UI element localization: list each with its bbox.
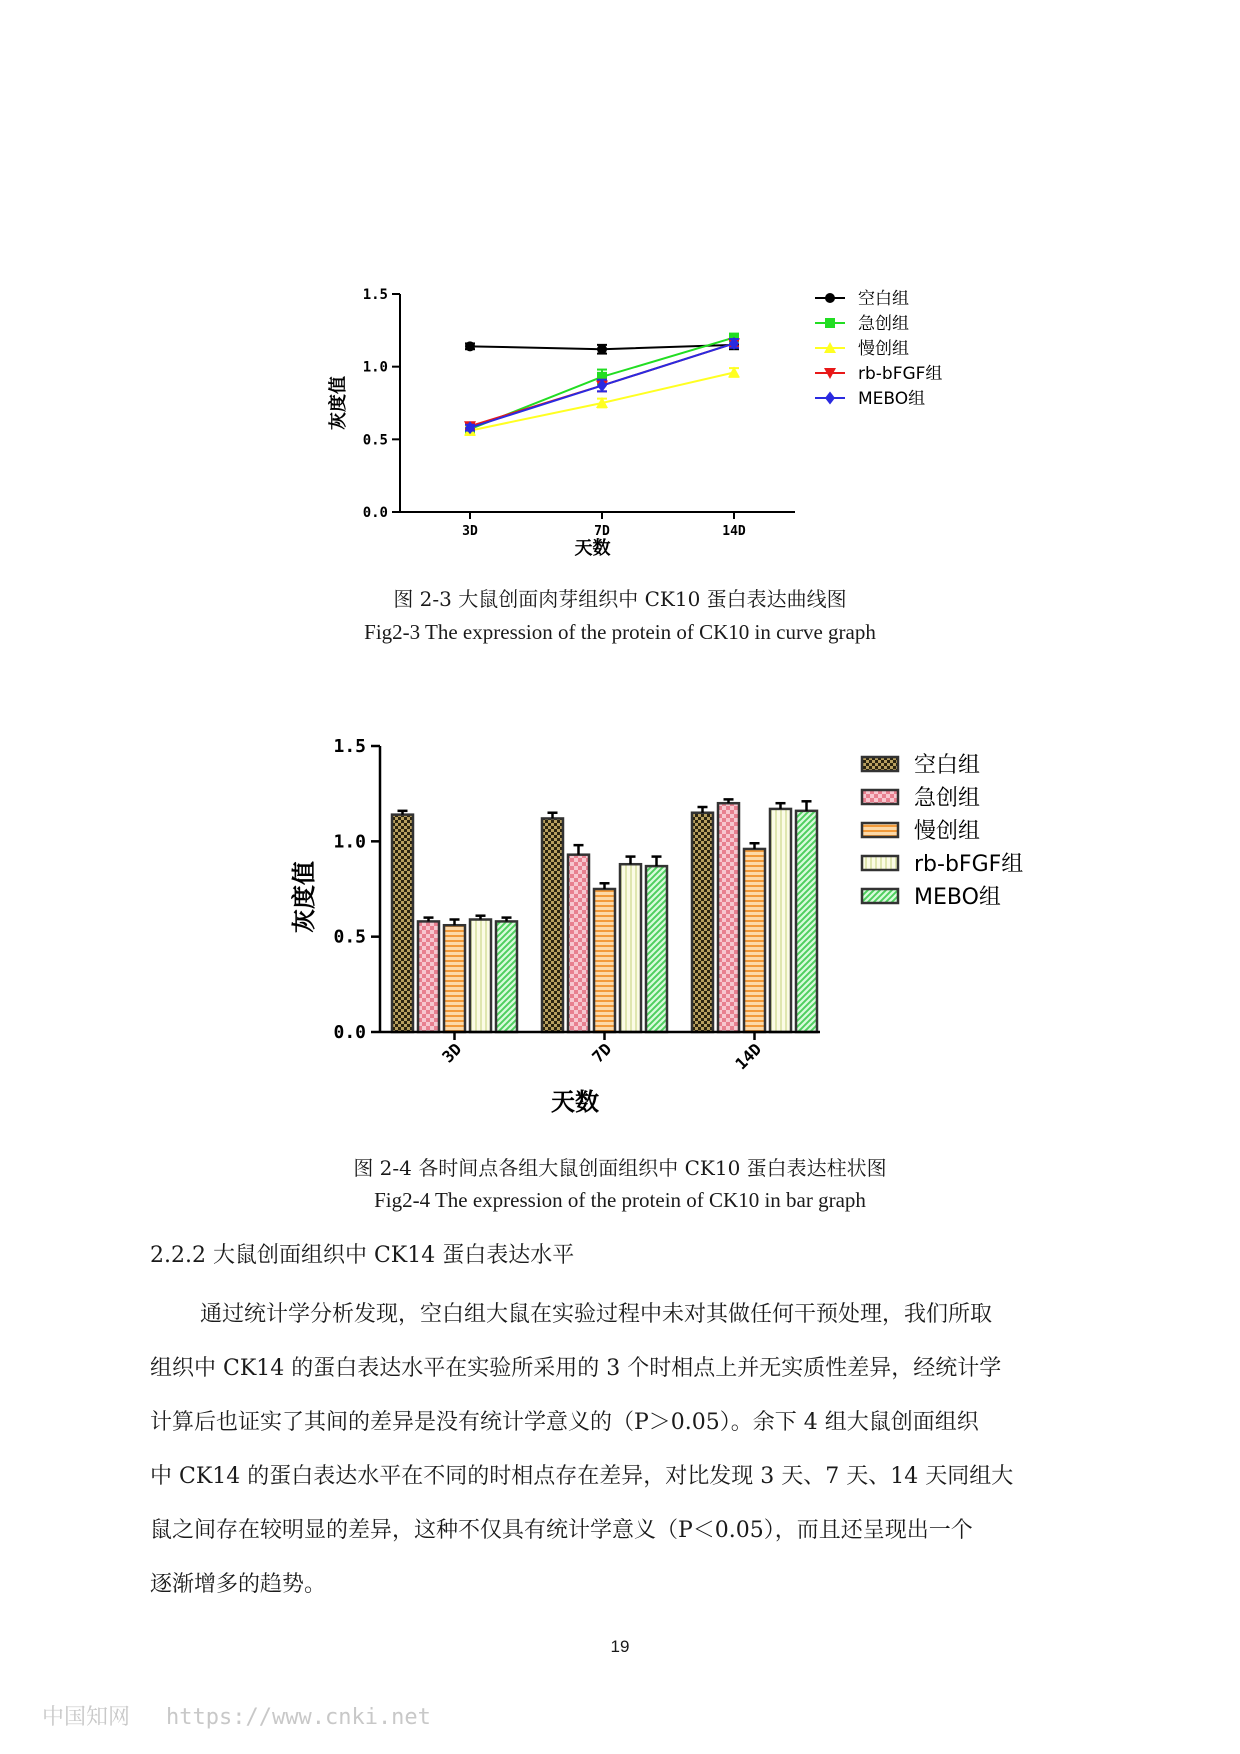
legend-swatch xyxy=(862,889,898,903)
bar xyxy=(620,864,641,1032)
data-point xyxy=(465,341,475,351)
bar xyxy=(418,921,439,1032)
bar xyxy=(594,889,615,1032)
x-axis-label: 天数 xyxy=(574,538,611,559)
bar xyxy=(646,866,667,1032)
bar-chart xyxy=(290,730,1050,1130)
paragraph-line: 逐渐增多的趋势。 xyxy=(150,1572,327,1597)
bar xyxy=(796,811,817,1032)
x-tick-label: 14D xyxy=(731,1039,766,1074)
y-tick-label: 0.0 xyxy=(362,505,388,521)
section-paragraph xyxy=(150,1288,1100,1612)
y-tick-label: 0.5 xyxy=(333,926,366,948)
y-tick-label: 1.5 xyxy=(333,736,366,757)
x-tick-label: 3D xyxy=(438,1039,466,1067)
figure-2-4-caption-en: Fig2-4 The expression of the protein of CK10 in bar graph xyxy=(374,1188,866,1212)
paragraph-line: 组织中 CK14 的蛋白表达水平在实验所采用的 3 个时相点上并无实质性差异，经统计学 xyxy=(150,1356,1002,1381)
y-tick-label: 1.0 xyxy=(333,831,366,853)
x-tick-label: 7D xyxy=(594,524,610,539)
watermark-url: https://www.cnki.net xyxy=(166,1705,431,1730)
legend-label: rb-bFGF组 xyxy=(858,364,943,384)
legend-swatch xyxy=(862,790,898,804)
legend-swatch xyxy=(862,856,898,870)
x-tick-label: 3D xyxy=(462,524,478,539)
bar xyxy=(496,921,517,1032)
figure-2-3-caption-cn: 图 2-3 大鼠创面肉芽组织中 CK10 蛋白表达曲线图 xyxy=(393,587,847,611)
bar xyxy=(744,849,765,1032)
paragraph-line: 计算后也证实了其间的差异是没有统计学意义的（P＞0.05）。余下 4 组大鼠创面组织 xyxy=(150,1410,979,1435)
legend-swatch xyxy=(862,757,898,771)
bar xyxy=(470,920,491,1032)
legend-label: MEBO组 xyxy=(858,389,926,409)
legend-label: MEBO组 xyxy=(914,885,1001,910)
figure-2-3-caption-en: Fig2-3 The expression of the protein of CK10 in curve graph xyxy=(364,620,876,644)
legend-label: 空白组 xyxy=(914,753,981,778)
bar xyxy=(692,813,713,1032)
legend-label: 空白组 xyxy=(858,289,909,309)
y-tick-label: 1.5 xyxy=(362,287,388,303)
line-chart xyxy=(300,270,1000,560)
section-heading: 2.2.2 大鼠创面组织中 CK14 蛋白表达水平 xyxy=(150,1243,575,1268)
bar xyxy=(770,809,791,1032)
paragraph-line: 鼠之间存在较明显的差异，这种不仅具有统计学意义（P＜0.05），而且还呈现出一个 xyxy=(150,1518,973,1543)
bar xyxy=(392,815,413,1032)
page-number: 19 xyxy=(610,1637,630,1656)
y-tick-label: 0.5 xyxy=(362,432,388,449)
legend-marker xyxy=(825,392,835,405)
legend-label: 慢创组 xyxy=(914,819,981,844)
legend-label: 慢创组 xyxy=(858,339,909,359)
legend-label: 急创组 xyxy=(858,314,909,334)
y-axis-label: 灰度值 xyxy=(290,861,318,933)
legend-marker xyxy=(825,318,835,328)
paragraph-line: 通过统计学分析发现，空白组大鼠在实验过程中未对其做任何干预处理，我们所取 xyxy=(200,1302,993,1327)
bar xyxy=(444,925,465,1032)
paragraph-line: 中 CK14 的蛋白表达水平在不同的时相点存在差异，对比发现 3 天、7 天、14 天同组大 xyxy=(150,1464,1014,1489)
x-tick-label: 7D xyxy=(588,1039,616,1067)
figure-2-4-caption-cn: 图 2-4 各时间点各组大鼠创面组织中 CK10 蛋白表达柱状图 xyxy=(353,1156,887,1180)
legend-swatch xyxy=(862,823,898,837)
x-axis-label: 天数 xyxy=(551,1088,599,1116)
cnki-watermark xyxy=(42,1700,431,1731)
x-tick-label: 14D xyxy=(722,524,746,539)
y-axis-label: 灰度值 xyxy=(328,376,349,430)
bar xyxy=(568,855,589,1032)
watermark-site-name: 中国知网 xyxy=(42,1705,131,1730)
y-tick-label: 1.0 xyxy=(362,359,388,376)
data-point xyxy=(597,344,607,354)
legend-label: rb-bFGF组 xyxy=(914,852,1024,877)
bar xyxy=(718,803,739,1032)
y-tick-label: 0.0 xyxy=(333,1022,366,1043)
bar xyxy=(542,818,563,1032)
legend-marker xyxy=(825,293,835,303)
legend-label: 急创组 xyxy=(914,786,981,811)
